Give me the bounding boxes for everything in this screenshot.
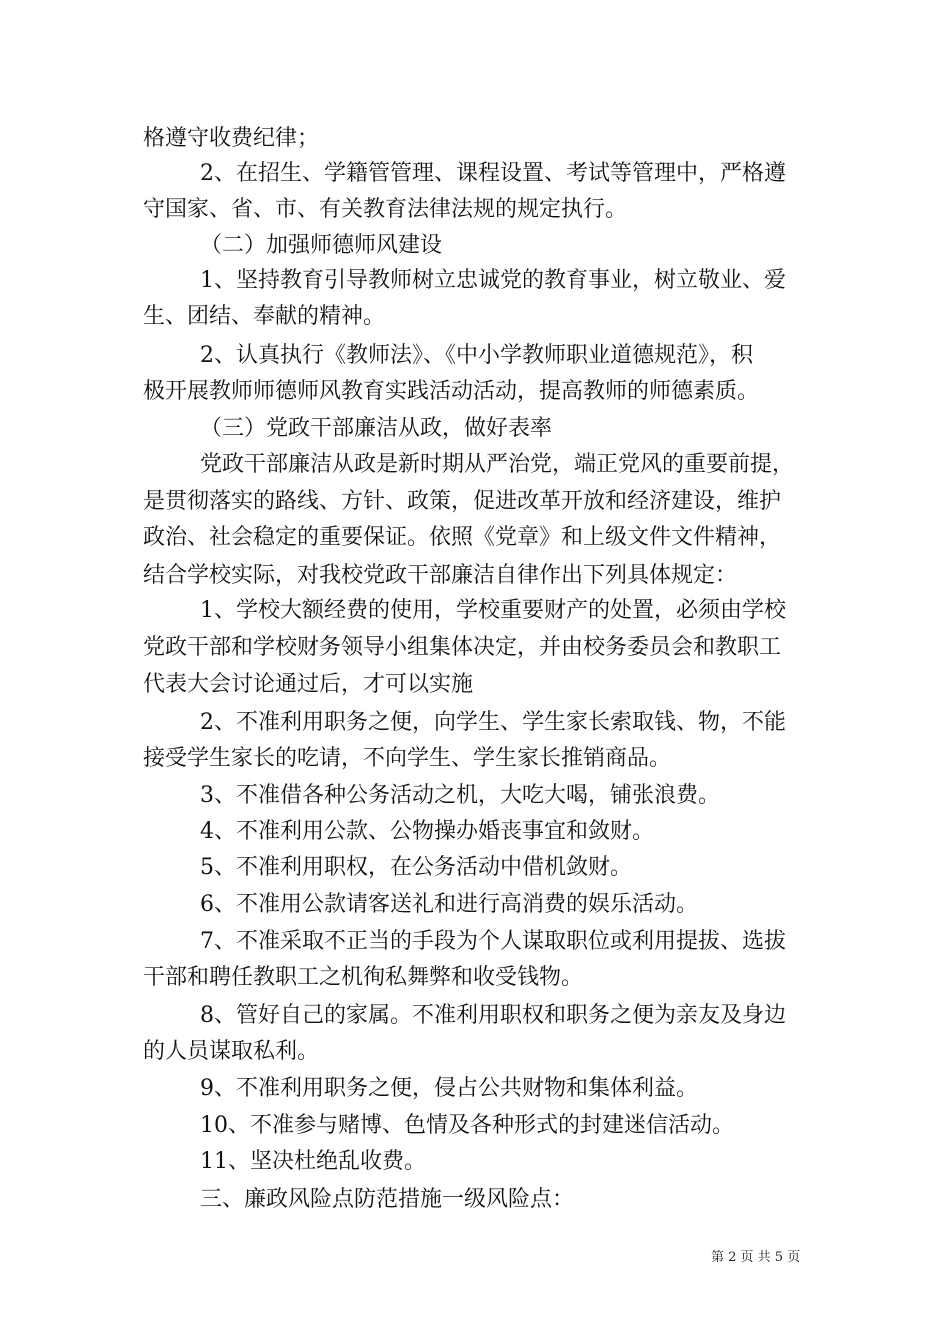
text-line: 极开展教师师德师风教育实践活动活动，提高教师的师德素质。 — [143, 379, 760, 404]
text-line: 代表大会讨论通过后，才可以实施 — [143, 672, 474, 697]
text-line: 守国家、省、市、有关教育法律法规的规定执行。 — [143, 197, 628, 222]
text-line: 接受学生家长的吃请，不向学生、学生家长推销商品。 — [143, 746, 672, 771]
text-line: 6、不准用公款请客送礼和进行高消费的娱乐活动。 — [200, 892, 698, 917]
text-line: 的人员谋取私利。 — [143, 1039, 320, 1064]
text-line: 11、坚决杜绝乱收费。 — [200, 1149, 426, 1174]
text-line: 政治、社会稳定的重要保证。依照《党章》和上级文件文件精神， — [143, 525, 782, 550]
text-line: 党政干部和学校财务领导小组集体决定，并由校务委员会和教职工 — [143, 635, 782, 660]
section-heading: 三、廉政风险点防范措施一级风险点： — [200, 1187, 575, 1212]
text-line: 3、不准借各种公务活动之机，大吃大喝，铺张浪费。 — [200, 783, 720, 808]
page-number: 第 2 页 共 5 页 — [711, 1250, 801, 1265]
text-line: 9、不准利用职务之便，侵占公共财物和集体利益。 — [200, 1076, 698, 1101]
text-line: 结合学校实际，对我校党政干部廉洁自律作出下列具体规定： — [143, 563, 738, 588]
text-line: 是贯彻落实的路线、方针、政策，促进改革开放和经济建设，维护 — [143, 489, 782, 514]
section-heading: （二）加强师德师风建设 — [200, 233, 443, 258]
text-line: 生、团结、奉献的精神。 — [143, 304, 386, 329]
text-line: 格遵守收费纪律； — [143, 126, 320, 151]
text-line: 2、不准利用职务之便，向学生、学生家长索取钱、物，不能 — [200, 710, 786, 735]
text-line: 2、在招生、学籍管管理、课程设置、考试等管理中，严格遵 — [200, 161, 786, 186]
text-line: 10、不准参与赌博、色情及各种形式的封建迷信活动。 — [200, 1113, 734, 1138]
text-line: 5、不准利用职权，在公务活动中借机敛财。 — [200, 855, 632, 880]
text-line: 1、学校大额经费的使用，学校重要财产的处置，必须由学校 — [200, 598, 786, 623]
text-line: 4、不准利用公款、公物操办婚丧事宜和敛财。 — [200, 819, 654, 844]
text-line: 党政干部廉洁从政是新时期从严治党，端正党风的重要前提， — [200, 452, 795, 477]
text-line: 2、认真执行《教师法》、《中小学教师职业道德规范》，积 — [200, 343, 753, 368]
text-line: 干部和聘任教职工之机徇私舞弊和收受钱物。 — [143, 965, 584, 990]
text-line: 7、不准采取不正当的手段为个人谋取职位或利用提拔、选拔 — [200, 929, 786, 954]
text-line: 1、坚持教育引导教师树立忠诚党的教育事业，树立敬业、爱 — [200, 268, 786, 293]
text-line: 8、管好自己的家属。不准利用职权和职务之便为亲友及身边 — [200, 1003, 786, 1028]
section-heading: （三）党政干部廉洁从政，做好表率 — [200, 416, 553, 441]
